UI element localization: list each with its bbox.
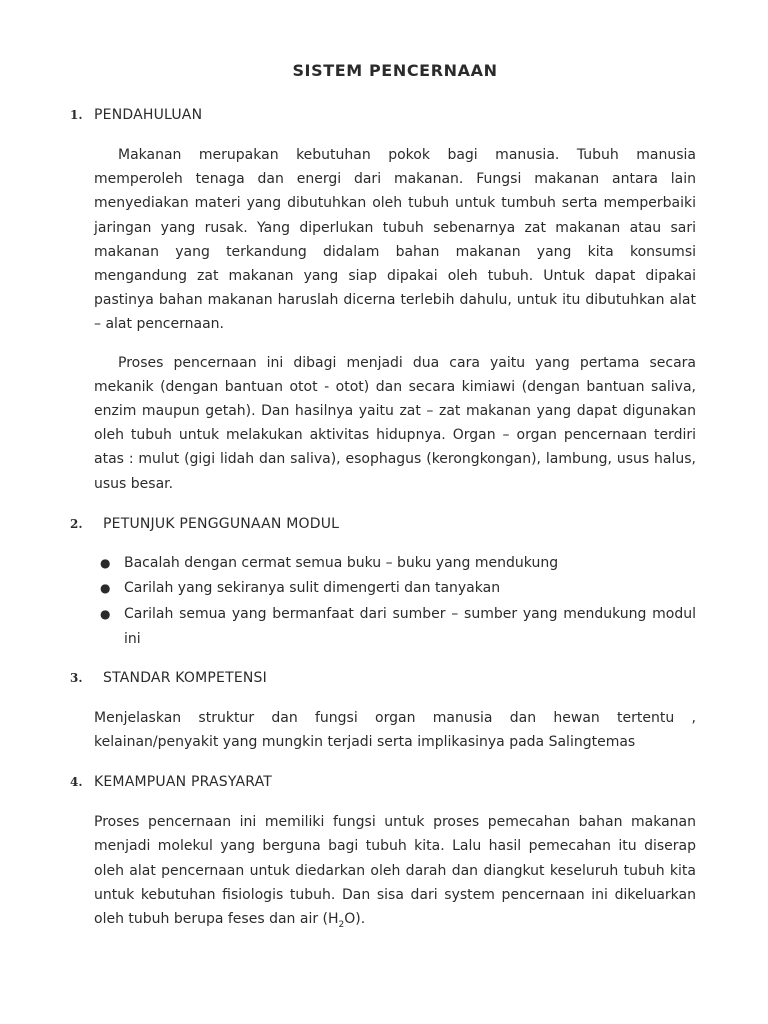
paragraph-tail: O). — [344, 911, 366, 928]
document-title: SISTEM PENCERNAAN — [292, 61, 498, 80]
section-heading-pendahuluan — [70, 105, 696, 125]
bullet-icon: ● — [100, 606, 111, 621]
section-title: KEMAMPUAN PRASYARAT — [94, 774, 273, 791]
section-title: PENDAHULUAN — [94, 107, 203, 123]
instruction-list — [94, 551, 696, 653]
list-item-text: Carilah yang sekiranya sulit dimengerti dan tanyakan — [124, 580, 501, 597]
section-number: 3. — [70, 670, 83, 685]
section-heading-kemampuan — [70, 772, 696, 792]
section-title: PETUNJUK PENGGUNAAN MODUL — [103, 515, 340, 532]
list-item-text: Bacalah dengan cermat semua buku – buku yang mendukung — [124, 554, 559, 571]
section-number: 1. — [70, 108, 83, 122]
section-number: 4. — [70, 775, 83, 790]
list-item-text: Carilah semua yang bermanfaat dari sumber – sumber yang mendukung modul ini — [124, 605, 696, 648]
section-heading-petunjuk — [70, 514, 696, 534]
section-number: 2. — [70, 516, 83, 531]
paragraph: Proses pencernaan ini dibagi menjadi dua cara yaitu yang pertama secara mekanik (dengan bantuan otot - otot) dan secara kimiawi (dengan bantuan saliva, enzim maupun getah). Dan hasilnya yaitu zat – zat makanan yang dapat digunakan oleh tubuh untuk melakukan aktivitas hidupnya. Organ – organ pencernaan terdiri atas : mulut (gigi lidah dan saliva), esophagus (kerongkongan), lambung, usus halus, usus besar. — [94, 354, 696, 492]
subscript-text: 2 — [338, 919, 345, 930]
paragraph: Makanan merupakan kebutuhan pokok bagi manusia. Tubuh manusia memperoleh tenaga dan energi dari makanan. Fungsi makanan antara lain menyediakan materi yang dibutuhkan oleh tubuh untuk tumbuh serta memperbaiki jaringan yang rusak. Yang diperlukan tubuh sebenarnya zat makanan atau sari makanan yang terkandung didalam bahan makanan yang kita konsumsi mengandung zat makanan yang siap dipakai oleh tubuh. Untuk dapat dipakai pastinya bahan makanan haruslah dicerna terlebih dahulu, untuk itu dibutuhkan alat – alat pencernaan. — [94, 147, 696, 333]
section-heading-standar — [70, 668, 696, 688]
paragraph-text: Proses pencernaan ini memiliki fungsi untuk proses pemecahan bahan makanan menjadi molekul yang berguna bagi tubuh kita. Lalu hasil pemecahan itu diserap oleh alat pencernaan untuk diedarkan oleh darah dan diangkut keseluruh tubuh kita untuk kebutuhan fisiologis tubuh. Dan sisa dari system pencernaan ini dikeluarkan oleh tubuh berupa feses dan air (H — [94, 814, 696, 928]
list-item — [94, 551, 696, 577]
section-title: STANDAR KOMPETENSI — [103, 669, 267, 686]
bullet-icon: ● — [100, 555, 111, 570]
list-item — [94, 602, 696, 653]
paragraph: Menjelaskan struktur dan fungsi organ manusia dan hewan tertentu , kelainan/penyakit yang mungkin terjadi serta implikasinya pada Salingtemas — [94, 709, 696, 751]
list-item — [94, 576, 696, 602]
paragraph — [94, 810, 696, 931]
bullet-icon: ● — [100, 581, 111, 596]
